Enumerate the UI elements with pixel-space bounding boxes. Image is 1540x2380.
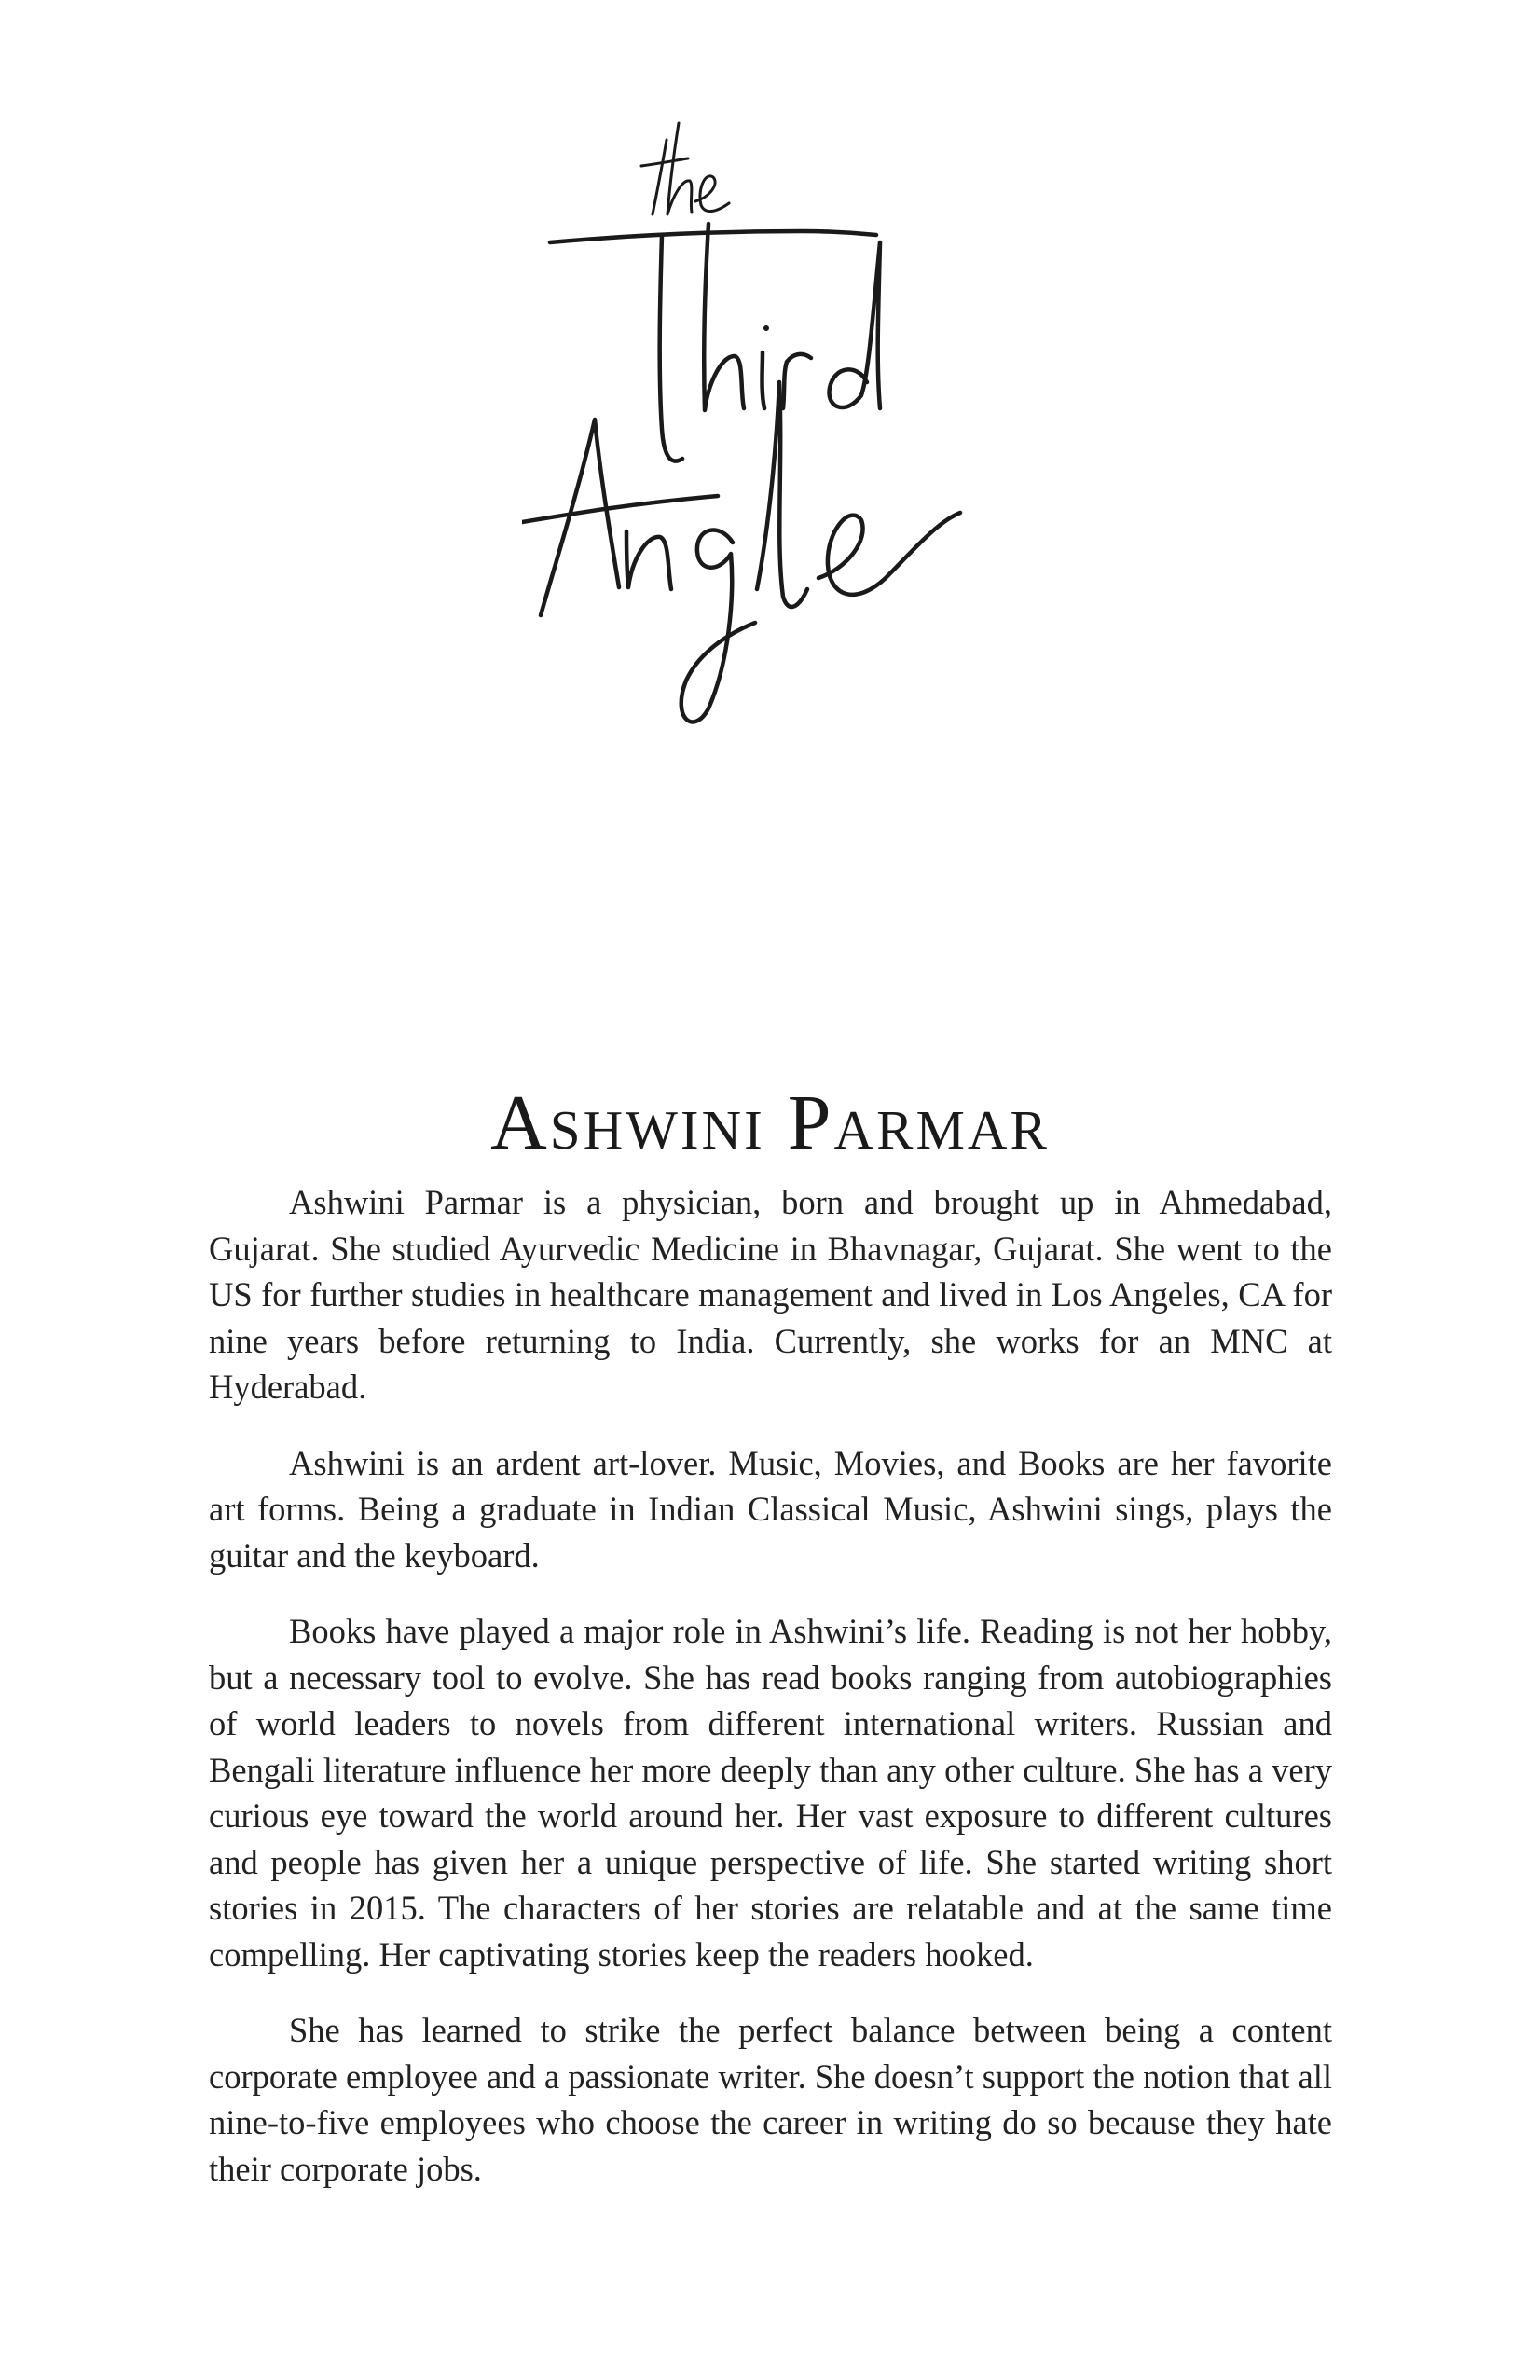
title-word-angle <box>522 382 960 722</box>
bio-paragraph: Ashwini Parmar is a physician, born and brought up in Ahmedabad, Gujarat. She studied Ayurvedic Medicine in Bhavnagar, Gujarat. She went to the US for further studies in healthcare management and lived in Los Angeles, CA for nine years before returning to India. Currently, she works for an MNC at Hyderabad. <box>209 1183 1332 1406</box>
title-word-third <box>550 224 880 461</box>
bio-paragraph: Books have played a major role in Ashwini’s life. Reading is not her hobby, but a necessary tool to evolve. She has read books ranging from autobiographies of world leaders to novels from different international writers. Russian and Bengali literature influence her more deeply than any other culture. She has a very curious eye toward the world around her. Her vast exposure to different cultures and people has given her a unique perspective of life. She started writing short stories in 2015. The characters of her stories are relatable and at the same time compelling. Her captivating stories keep the readers hooked. <box>209 1612 1332 1974</box>
handwritten-title-svg <box>522 112 1007 727</box>
title-word-the <box>641 123 729 214</box>
bio-paragraph: Ashwini is an ardent art-lover. Music, Movies, and Books are her favorite art forms. Being a graduate in Indian Classical Music, Ashwini sings, plays the guitar and the keyboard. <box>209 1443 1332 1575</box>
book-title-logo <box>522 112 1007 727</box>
author-bio <box>209 1179 1332 2222</box>
bio-paragraph: She has learned to strike the perfect balance between being a content corporate employee and a passionate writer. She doesn’t support the notion that all nine-to-five employees who choose the career in writing do so because they hate their corporate jobs. <box>209 2011 1332 2188</box>
author-name-heading: Ashwini Parmar <box>490 1080 1050 1166</box>
